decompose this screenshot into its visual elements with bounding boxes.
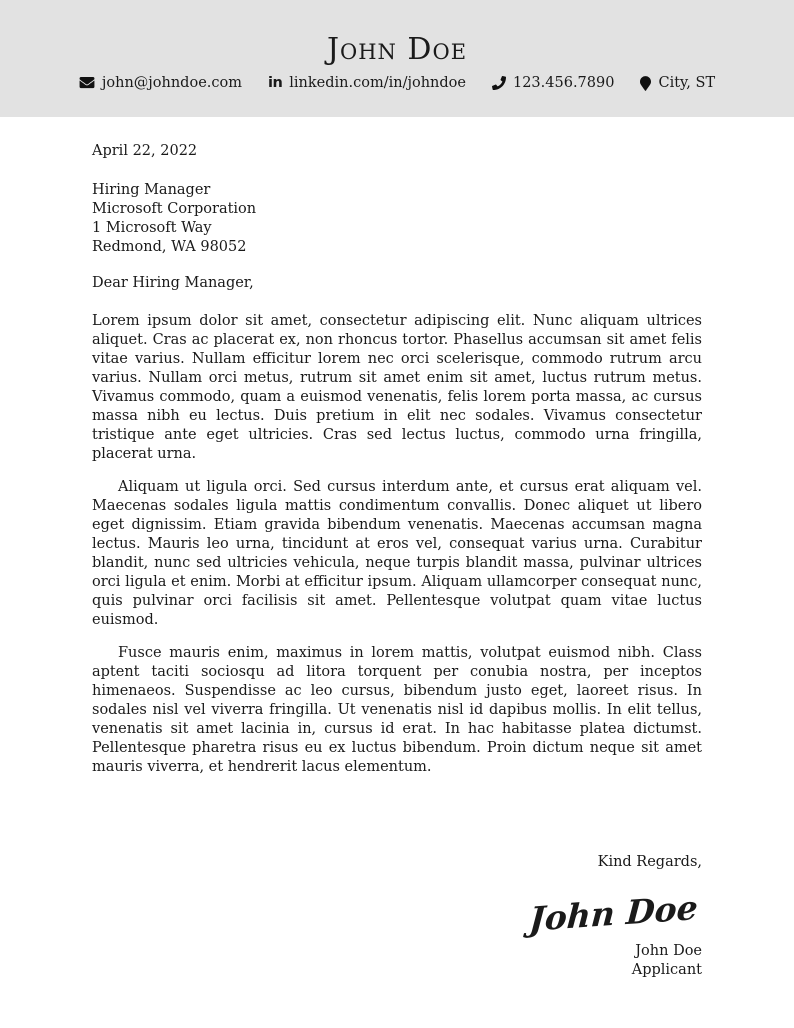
email-text: john@johndoe.com [101,75,242,91]
contact-row [0,75,794,91]
phone-text: 123.456.7890 [512,75,615,91]
letter-date: April 22, 2022 [92,143,198,159]
body-paragraph-3: Fusce mauris enim, maximus in lorem mattis, volutpat euismod nibh. Class aptent taciti sociosqu ad litora torquent per conubia nostra, per inceptos himenaeos. Suspendisse ac leo cursus, bibendum justo eget, laoreet risus. In sodales nisl vel viverra fringilla. Ut venenatis nisl id dapibus mollis. In elit tellus, venenatis sit amet lacinia in, cursus id erat. In hac habitasse platea dictumst. Pellentesque pharetra risus eu ex luctus bibendum. Proin dictum neque sit amet mauris viverra, et hendrerit lacus elementum. [92,645,702,775]
linkedin-text: linkedin.com/in/johndoe [289,75,466,91]
recipient-line: Microsoft Corporation [92,201,257,217]
signer-title: Applicant [631,962,702,978]
recipient-line: 1 Microsoft Way [92,220,212,236]
contact-linkedin[interactable] [268,75,466,91]
body-paragraph-2: Aliquam ut ligula orci. Sed cursus interdum ante, et cursus erat aliquam vel. Maecenas sodales ligula mattis condimentum convallis. Donec aliquet ut libero eget dignissim. Etiam gravida bibendum venenatis. Maecenas accumsan magna lectus. Mauris leo urna, tincidunt at eros vel, consequat varius urna. Curabitur blandit, nunc sed ultricies vehicula, neque turpis blandit massa, pulvinar ultrices orci ligula et enim. Morbi at efficitur ipsum. Aliquam ullamcorper consequat nunc, quis pulvinar orci facilisis sit amet. Pellentesque volutpat quam vitae luctus euismod. [92,479,702,628]
recipient-line: Redmond, WA 98052 [92,239,247,255]
applicant-name: John Doe [326,32,468,67]
closing-phrase: Kind Regards, [597,854,702,870]
salutation: Dear Hiring Manager, [92,275,254,291]
signer-name: John Doe [635,943,702,959]
linkedin-icon: in [267,74,283,91]
letter-body [0,117,794,777]
phone-icon [492,76,506,90]
recipient-address [92,181,702,257]
signature: John Doe [528,887,700,939]
closing-block [529,853,702,980]
email-icon [79,77,95,90]
body-paragraph-1: Lorem ipsum dolor sit amet, consectetur adipiscing elit. Nunc aliquam ultrices aliquet. Cras ac placerat ex, non rhoncus tortor. Phasellus accumsan sit amet felis vitae varius. Nullam efficitur lorem nec orci scelerisque, commodo rutrum arcu varius. Nullam orci metus, rutrum sit amet enim sit amet, luctus rutrum metus. Vivamus commodo, quam a euismod venenatis, felis lorem porta massa, ac cursus massa nibh eu lectus. Duis pretium in elit nec sodales. Vivamus consectetur tristique ante eget ultricies. Cras sed lectus luctus, commodo urna fringilla, placerat urna. [92,313,702,462]
contact-location [640,75,715,91]
letter-header [0,0,794,117]
location-icon [640,76,651,91]
recipient-line: Hiring Manager [92,182,211,198]
contact-email[interactable] [79,75,242,91]
contact-phone[interactable] [492,75,614,91]
location-text: City, ST [658,75,716,91]
